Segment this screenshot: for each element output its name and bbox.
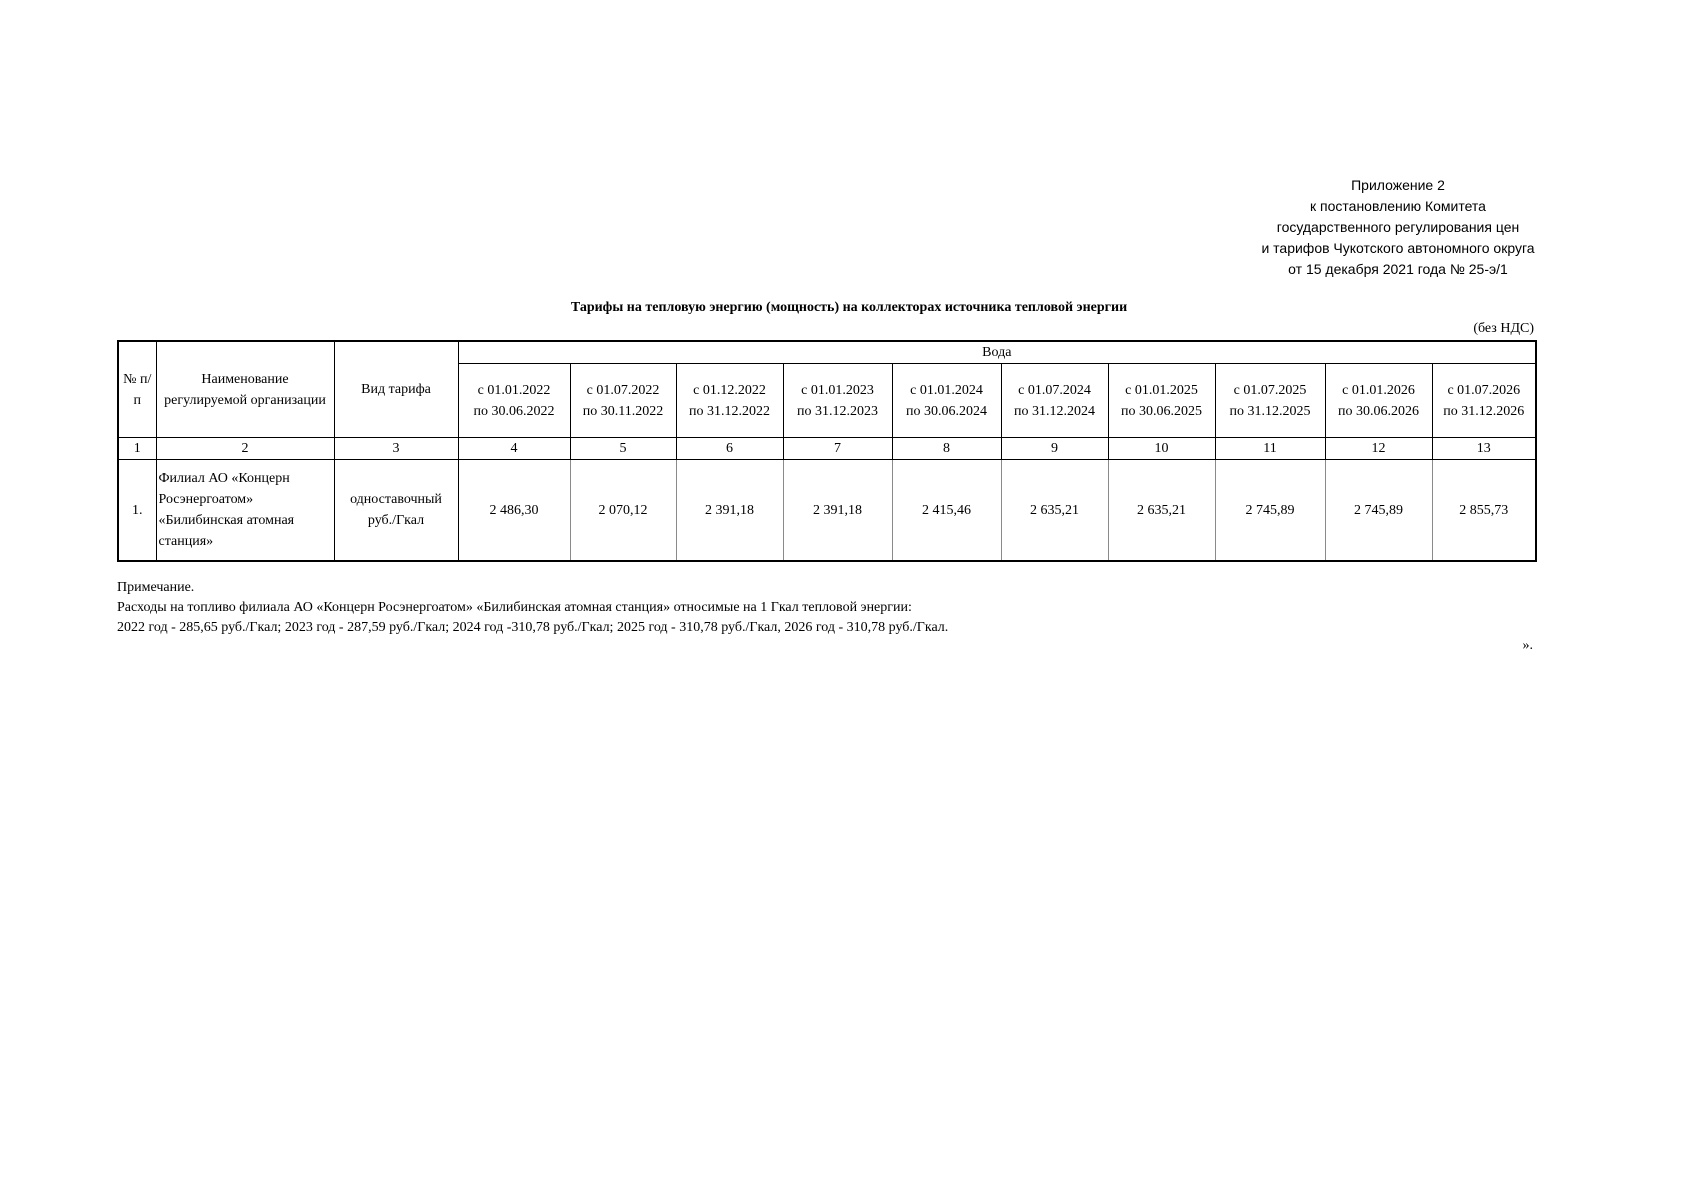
notes-heading: Примечание. — [117, 580, 195, 595]
column-number: 4 — [458, 438, 570, 460]
document-title: Тарифы на тепловую энергию (мощность) на коллекторах источника тепловой энергии — [570, 300, 1128, 315]
appendix-line: Приложение 2 — [1351, 177, 1445, 193]
header-period: с 01.07.2025 по 31.12.2025 — [1215, 364, 1325, 438]
column-number: 1 — [118, 438, 156, 460]
header-period: с 01.01.2026 по 30.06.2026 — [1325, 364, 1432, 438]
tariff-table — [117, 340, 1537, 562]
column-number: 5 — [570, 438, 676, 460]
row-tariff-type: одноставочный руб./Гкал — [334, 460, 458, 562]
tariff-value: 2 391,18 — [676, 460, 783, 562]
header-num: № п/п — [118, 341, 156, 438]
header-period: с 01.01.2025 по 30.06.2025 — [1108, 364, 1215, 438]
column-number: 3 — [334, 438, 458, 460]
appendix-line: к постановлению Комитета — [1310, 198, 1486, 214]
tariff-value: 2 391,18 — [783, 460, 892, 562]
notes-line: Расходы на топливо филиала АО «Концерн Росэнергоатом» «Билибинская атомная станция» относимые на 1 Гкал тепловой энергии: — [117, 600, 912, 615]
column-number: 7 — [783, 438, 892, 460]
tariff-value: 2 635,21 — [1001, 460, 1108, 562]
header-period: с 01.01.2022 по 30.06.2022 — [458, 364, 570, 438]
appendix-line: государственного регулирования цен — [1276, 219, 1520, 235]
header-period: с 01.07.2024 по 31.12.2024 — [1001, 364, 1108, 438]
header-period: с 01.12.2022 по 31.12.2022 — [676, 364, 783, 438]
header-period: с 01.01.2024 по 30.06.2024 — [892, 364, 1001, 438]
row-org: Филиал АО «Концерн Росэнергоатом» «Билибинская атомная станция» — [156, 460, 334, 562]
tariff-value: 2 415,46 — [892, 460, 1001, 562]
tariff-value: 2 745,89 — [1325, 460, 1432, 562]
notes-line: 2022 год - 285,65 руб./Гкал; 2023 год - 287,59 руб./Гкал; 2024 год -310,78 руб./Гкал; 2025 год - 310,78 руб./Гкал, 2026 год - 310,78 руб./Гкал. — [117, 620, 949, 635]
header-period: с 01.01.2023 по 31.12.2023 — [783, 364, 892, 438]
closing-quote: ». — [1522, 638, 1533, 653]
tariff-value: 2 635,21 — [1108, 460, 1215, 562]
column-number: 12 — [1325, 438, 1432, 460]
tariff-value: 2 855,73 — [1432, 460, 1536, 562]
column-number: 10 — [1108, 438, 1215, 460]
column-number: 6 — [676, 438, 783, 460]
tariff-value: 2 745,89 — [1215, 460, 1325, 562]
header-period: с 01.07.2026 по 31.12.2026 — [1432, 364, 1536, 438]
column-number: 2 — [156, 438, 334, 460]
column-number: 13 — [1432, 438, 1536, 460]
appendix-line: и тарифов Чукотского автономного округа — [1261, 240, 1535, 256]
header-group-water: Вода — [458, 341, 1536, 364]
vat-note: (без НДС) — [1473, 321, 1534, 336]
header-period: с 01.07.2022 по 30.11.2022 — [570, 364, 676, 438]
appendix-header — [1228, 175, 1568, 280]
column-number: 9 — [1001, 438, 1108, 460]
row-num: 1. — [118, 460, 156, 562]
header-org: Наименование регулируемой организации — [156, 341, 334, 438]
table-row — [118, 460, 1536, 562]
column-number: 11 — [1215, 438, 1325, 460]
appendix-line: от 15 декабря 2021 года № 25-э/1 — [1288, 261, 1508, 277]
column-number: 8 — [892, 438, 1001, 460]
header-tariff-type: Вид тарифа — [334, 341, 458, 438]
tariff-value: 2 486,30 — [458, 460, 570, 562]
notes-section — [117, 578, 948, 638]
tariff-value: 2 070,12 — [570, 460, 676, 562]
